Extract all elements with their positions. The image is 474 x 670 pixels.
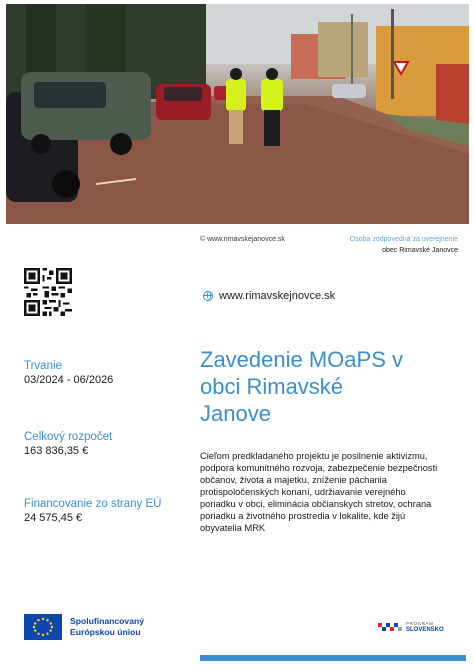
eu-funding-block — [24, 498, 161, 524]
project-title-line3: Janove — [200, 401, 271, 426]
globe-icon — [203, 291, 213, 301]
program-slovensko-icon — [378, 620, 402, 634]
responsible-name: obec Rimavské Janovce — [382, 247, 458, 254]
duration-label: Trvanie — [24, 360, 62, 372]
program-slovensko-logo — [378, 620, 444, 634]
eu-funding-value: 24 575,45 € — [24, 512, 83, 524]
credit-row — [0, 236, 474, 266]
duration-value: 03/2024 - 06/2026 — [24, 374, 114, 386]
duration-block — [24, 360, 113, 386]
eu-cofunded-logo — [24, 614, 144, 640]
responsible-label: Osoba zodpovedná za uverejnenie — [349, 236, 458, 243]
budget-block — [24, 431, 112, 457]
qr-code-icon — [24, 268, 72, 316]
website-url: www.rimavskejnovce.sk — [219, 290, 336, 302]
program-line1: PROGRAM — [406, 621, 434, 626]
copyright-text: © www.rimavskejanovce.sk — [200, 236, 285, 243]
eu-funding-label: Financovanie zo strany EÚ — [24, 498, 162, 510]
project-description: Cieľom predkladaného projektu je posilnenie aktivizmu, podpora komunitného rozvoja, zabezpečenie bezpečnosti občanov, života a majetku, zníženie páchania protispoločenských konaní, udržiavanie verejného poriadku v obci, eliminácia občianskych stretov, ochrana poriadku a životného prostredia v lokalite, kde žijú obyvatelia MRK — [200, 451, 438, 533]
street-photo — [6, 4, 469, 224]
budget-value: 163 836,35 € — [24, 445, 89, 457]
project-title-line1: Zavedenie MOaPS v — [200, 347, 403, 372]
website-link[interactable] — [203, 290, 335, 302]
responsible-person — [350, 236, 458, 254]
program-line2: SLOVENSKO — [406, 627, 444, 633]
eu-line2: Európskou úniou — [70, 627, 141, 637]
eu-line1: Spolufinancovaný — [70, 616, 145, 626]
project-title — [200, 346, 440, 427]
bottom-accent-bar — [200, 655, 466, 661]
program-slovensko-text — [406, 620, 444, 634]
project-title-line2: obci Rimavské — [200, 374, 344, 399]
budget-label: Celkový rozpočet — [24, 431, 113, 443]
eu-cofunded-text — [70, 616, 144, 638]
eu-flag-icon — [24, 614, 62, 640]
